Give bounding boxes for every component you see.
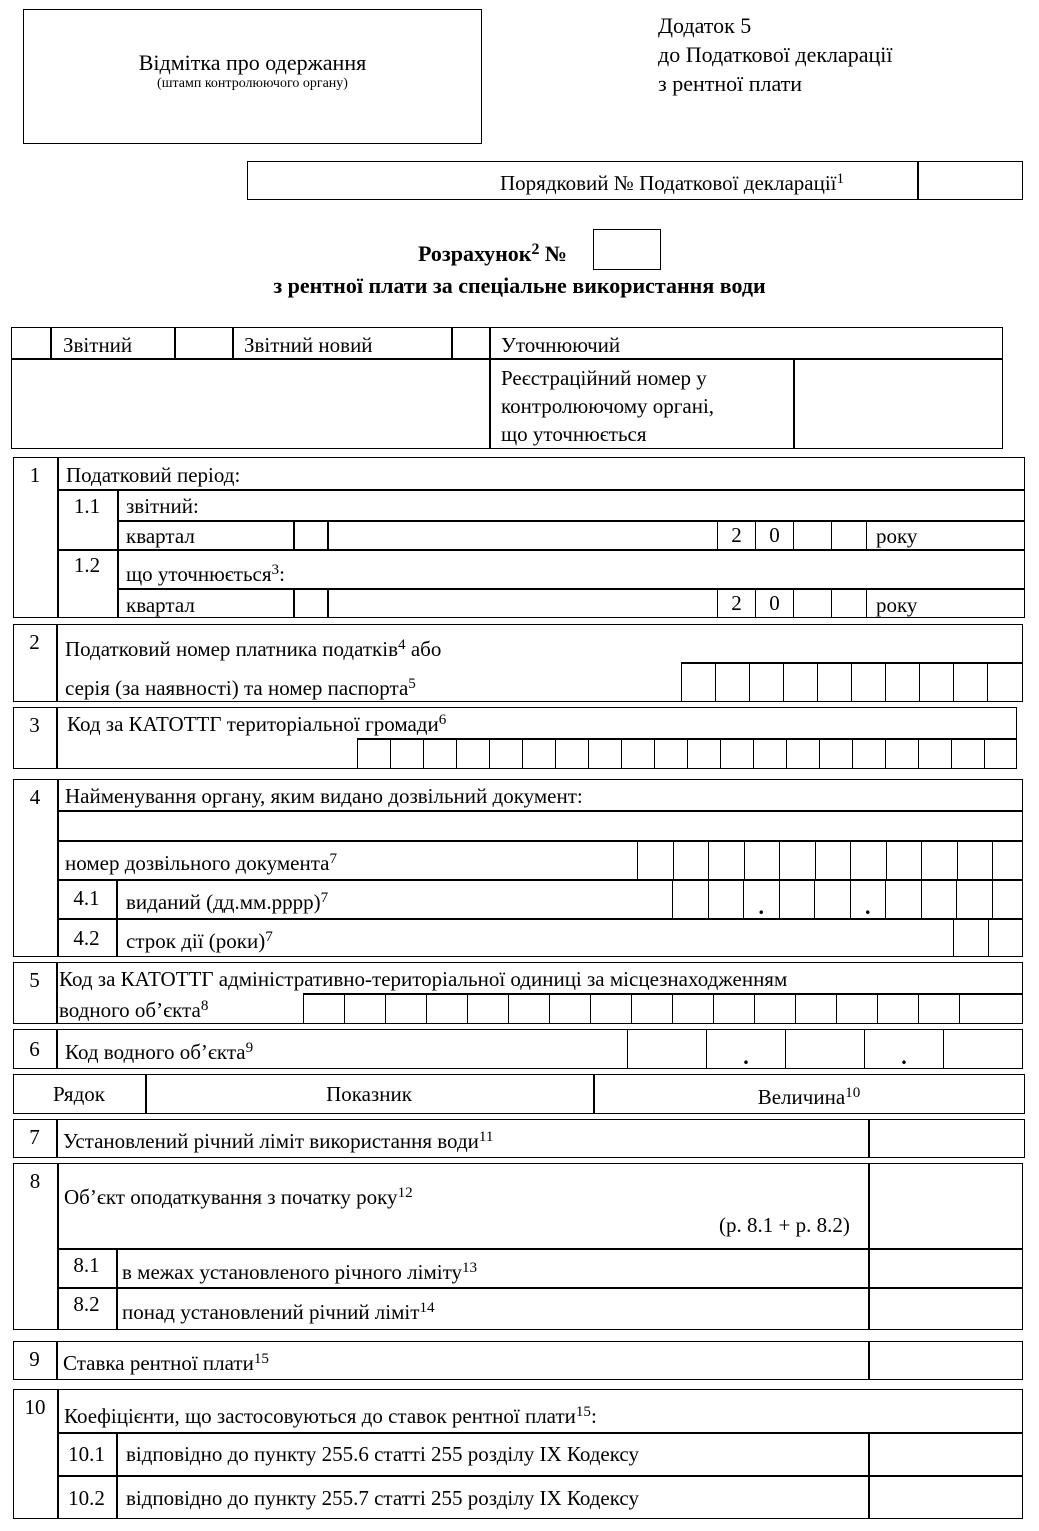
row-1-1-period-field[interactable] <box>329 522 715 548</box>
header-value: Величина$^{10}$ <box>757 1085 861 1109</box>
katottg-community-cells[interactable] <box>357 738 1017 769</box>
row-8-2-label: понад установлений річний ліміт$^{14}$ <box>122 1300 435 1324</box>
section-2-number: 2 <box>29 630 40 654</box>
report-type-checkbox-2[interactable] <box>176 329 231 357</box>
year-digit-2: 0 <box>755 520 793 550</box>
permit-date-cells[interactable]: . . <box>672 879 1022 918</box>
row-4-1-label: виданий (дд.мм.рррр)$^7$ <box>126 890 329 914</box>
report-type-option-3: Уточнюючий <box>501 333 621 357</box>
reg-number-label-1: Реєстраційний номер у <box>501 366 707 390</box>
section-9-label: Ставка рентної плати$^{15}$ <box>63 1351 269 1375</box>
year-digit-2: 0 <box>755 588 793 618</box>
year-digit-4[interactable] <box>831 520 866 550</box>
taxpayer-number-cells[interactable] <box>681 662 1021 702</box>
row-1-2-number: 1.2 <box>73 553 101 577</box>
row-10-2-label: відповідно до пункту 255.7 статті 255 розділу IX Кодексу <box>126 1486 639 1510</box>
section-1-number: 1 <box>29 463 41 487</box>
row-1-1-year-label: року <box>876 524 918 548</box>
report-type-checkbox-3[interactable] <box>453 329 488 357</box>
row-8-2-value-field[interactable] <box>870 1289 1021 1328</box>
row-4-1-number: 4.1 <box>73 886 100 910</box>
row-8-1-label: в межах установленого річного ліміту$^{13}$ <box>122 1260 478 1284</box>
appendix-line3: з рентної плати <box>658 71 803 96</box>
row-10-2-number: 10.2 <box>68 1486 105 1510</box>
stamp-title: Відмітка про одержання <box>138 50 367 75</box>
reg-number-label-3: що уточнюється <box>501 422 647 446</box>
report-type-option-1: Звітний <box>63 333 133 357</box>
row-1-2-year-cells[interactable] <box>717 588 868 618</box>
section-6-number: 6 <box>29 1037 40 1061</box>
reg-number-field[interactable] <box>796 361 1001 447</box>
section-8-number: 8 <box>29 1169 41 1193</box>
year-digit-1: 2 <box>717 520 755 550</box>
row-8-1-value-field[interactable] <box>870 1250 1021 1286</box>
section-7-label: Установлений річний ліміт використання води$^{11}$ <box>63 1129 494 1153</box>
section-3-number: 3 <box>29 713 40 737</box>
katottg-water-cells[interactable] <box>303 993 1000 1024</box>
water-object-code-cells[interactable]: . . <box>627 1029 1022 1069</box>
row-1-1-year-cells[interactable] <box>717 520 868 550</box>
section-5-number: 5 <box>29 968 40 992</box>
report-type-option-2: Звітний новий <box>244 333 373 357</box>
section-2-line1: Податковий номер платника податків$^4$ або <box>65 637 442 661</box>
reg-number-label-2: контролюючому органі, <box>501 394 715 418</box>
section-4-number: 4 <box>29 785 41 809</box>
row-1-2-quarter-field[interactable] <box>295 590 326 616</box>
section-9-number: 9 <box>29 1347 40 1371</box>
header-row: Рядок <box>53 1082 105 1106</box>
section-3-label: Код за КАТОТТГ територіальної громади$^6$ <box>67 712 447 736</box>
section-8-value-field[interactable] <box>870 1165 1021 1247</box>
row-4-2-number: 4.2 <box>73 926 100 950</box>
row-1-2-quarter-label: квартал <box>126 593 195 617</box>
report-type-checkbox-1[interactable] <box>13 329 49 357</box>
permit-term-cells[interactable] <box>953 918 1023 957</box>
section-8-label: Об’єкт оподаткування з початку року$^{12}$ <box>64 1185 413 1209</box>
row-4-2-label: строк дії (роки)$^7$ <box>126 929 273 953</box>
heading-title: Розрахунок$^2$ № <box>418 240 568 266</box>
row-8-2-number: 8.2 <box>73 1292 100 1316</box>
section-4-label: Найменування органу, яким видано дозвільний документ: <box>65 784 583 808</box>
section-2-line2: серія (за наявності) та номер паспорта$^5$ <box>65 676 416 700</box>
section-10-number: 10 <box>24 1395 46 1419</box>
row-1-2-year-label: року <box>876 593 918 617</box>
appendix-line2: до Податкової декларації <box>658 42 893 67</box>
row-10-1-label: відповідно до пункту 255.6 статті 255 розділу IX Кодексу <box>126 1442 639 1466</box>
row-1-1-label: звітний: <box>126 494 199 518</box>
row-10-1-value-field[interactable] <box>870 1434 1021 1474</box>
declaration-number-field[interactable] <box>919 163 1021 198</box>
row-8-1-number: 8.1 <box>73 1253 100 1277</box>
section-5-line1: Код за КАТОТТГ адміністративно-територіальної одиниці за місцезнаходженням <box>59 967 788 991</box>
row-1-2-period-field[interactable] <box>329 590 715 616</box>
row-1-1-quarter-label: квартал <box>126 524 195 548</box>
permit-number-cells[interactable] <box>637 840 1022 879</box>
row-1-2-label: що уточнюється$^3$: <box>126 562 285 586</box>
declaration-number-label: Порядковий № Податкової декларації$^1$ <box>500 171 845 195</box>
appendix-line1: Додаток 5 <box>658 13 752 38</box>
section-9-value-field[interactable] <box>870 1343 1021 1378</box>
heading-subtitle: з рентної плати за спеціальне використання води <box>273 273 766 298</box>
section-5-line2: водного об’єкта$^8$ <box>59 998 209 1022</box>
year-digit-3[interactable] <box>793 520 831 550</box>
row-10-2-value-field[interactable] <box>870 1477 1021 1517</box>
year-digit-3[interactable] <box>793 588 831 618</box>
row-1-1-number: 1.1 <box>73 494 101 518</box>
stamp-subtitle: (штамп контролюючого органу) <box>157 76 348 91</box>
calculation-number-field[interactable] <box>593 229 661 270</box>
permit-number-label: номер дозвільного документа$^7$ <box>65 851 338 875</box>
section-6-label: Код водного об’єкта$^9$ <box>65 1040 254 1064</box>
issuing-authority-field[interactable] <box>59 812 1021 839</box>
section-8-formula: (р. 8.1 + р. 8.2) <box>719 1213 850 1237</box>
section-10-label: Коефіцієнти, що застосовуються до ставок рентної плати$^{15}$: <box>64 1404 597 1428</box>
row-10-1-number: 10.1 <box>68 1442 105 1466</box>
year-digit-4[interactable] <box>831 588 866 618</box>
section-1-label: Податковий період: <box>66 463 241 487</box>
section-7-number: 7 <box>29 1125 40 1149</box>
header-indicator: Показник <box>326 1082 412 1106</box>
row-1-1-quarter-field[interactable] <box>295 522 326 548</box>
year-digit-1: 2 <box>717 588 755 618</box>
section-7-value-field[interactable] <box>870 1121 1023 1156</box>
